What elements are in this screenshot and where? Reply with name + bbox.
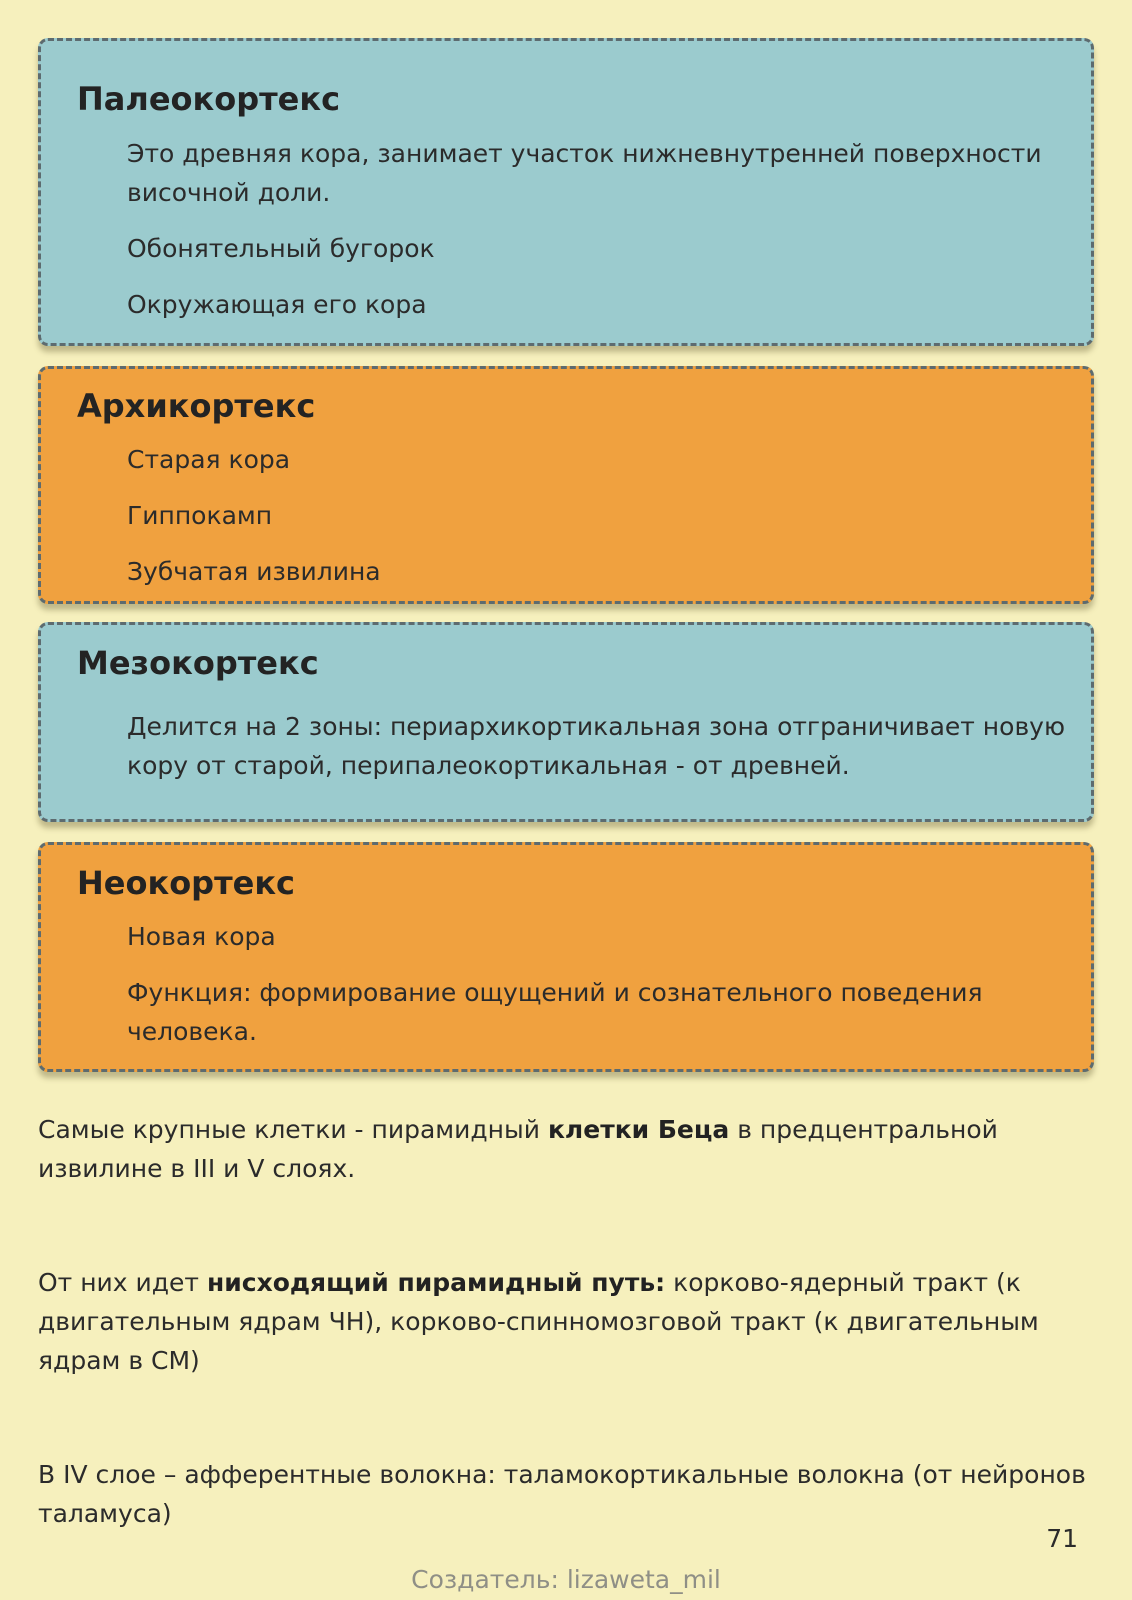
paragraph-text: В IV слое – афферентные волокна: таламокортикальные волокна (от нейронов таламуса)	[38, 1460, 1086, 1528]
paragraph-text: От них идет	[38, 1268, 207, 1297]
card-item: Окружающая его кора	[127, 290, 427, 319]
card-item: Гиппокамп	[127, 501, 273, 530]
card-paleocortex	[38, 38, 1094, 346]
paragraph-pyramidal-tract	[38, 1263, 1094, 1380]
page-number: 71	[1046, 1524, 1078, 1553]
card-item: Старая кора	[127, 445, 291, 474]
card-item: Новая кора	[127, 922, 276, 951]
paragraph-afferent-fibers	[38, 1455, 1094, 1533]
paragraph-bold: нисходящий пирамидный путь:	[206, 1268, 666, 1297]
card-title: Архикортекс	[77, 387, 316, 425]
paragraph-bold: клетки Беца	[547, 1115, 730, 1144]
footer-author: Создатель: lizaweta_mil	[411, 1565, 721, 1594]
card-title: Мезокортекс	[77, 644, 319, 682]
paragraph-text: корково-ядерный тракт (к двигательным ядрам ЧН), корково-спинномозговой тракт (к двигательным ядрам в СМ)	[38, 1268, 1039, 1375]
paragraph-text: в предцентральной извилине в III и V слоях.	[38, 1115, 998, 1183]
card-item: Зубчатая извилина	[127, 557, 381, 586]
card-item: Функция: формирование ощущений и сознательного поведения человека.	[127, 978, 983, 1046]
card-mesocortex	[38, 622, 1094, 822]
card-item: Делится на 2 зоны: периархикортикальная зона отграничивает новую кору от старой, перипалеокортикальная - от древней.	[127, 712, 1066, 780]
paragraph-text: Самые крупные клетки - пирамидный	[38, 1115, 548, 1144]
paragraph-betz-cells	[38, 1110, 1094, 1188]
card-item: Это древняя кора, занимает участок нижневнутренней поверхности височной доли.	[127, 139, 1042, 207]
card-title: Неокортекс	[77, 864, 296, 902]
card-archicortex	[38, 366, 1094, 604]
card-title: Палеокортекс	[77, 80, 341, 118]
card-item: Обонятельный бугорок	[127, 234, 435, 263]
card-neocortex	[38, 842, 1094, 1072]
